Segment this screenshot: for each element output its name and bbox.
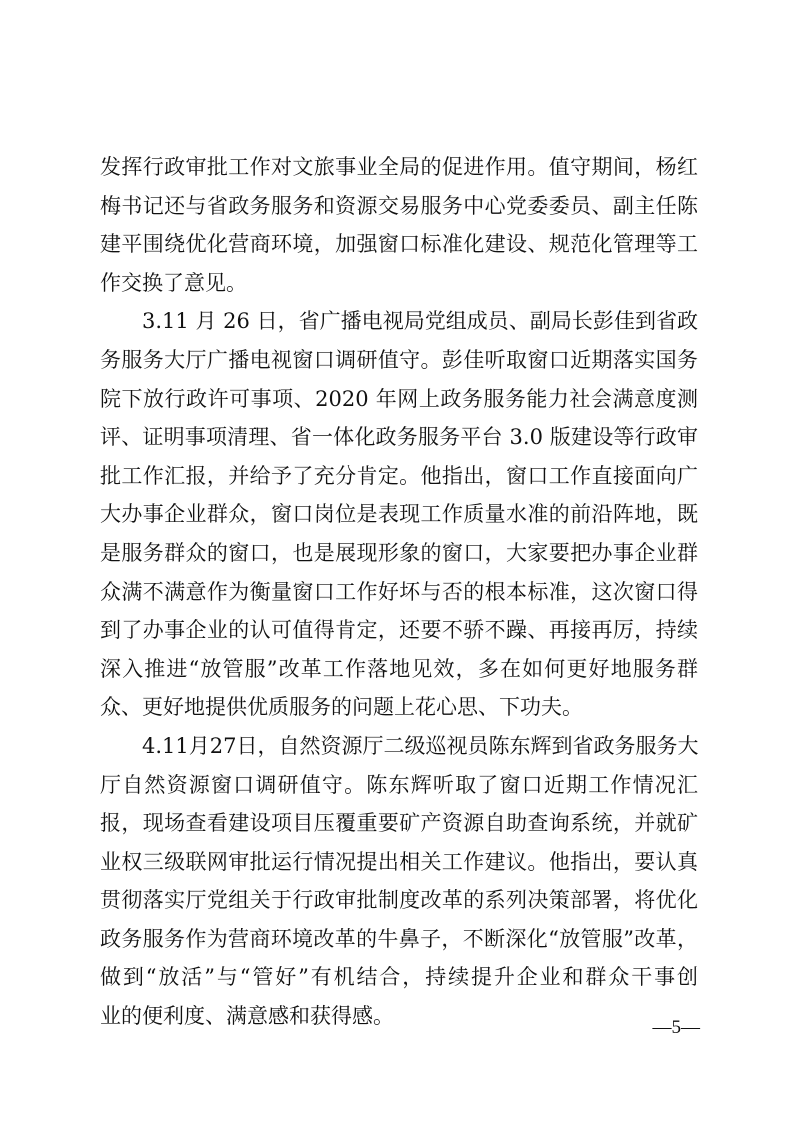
text-line: 深入推进“放管服”改革工作落地见效，多在如何更好地服务群 — [100, 656, 698, 681]
text-line: 务服务大厅广播电视窗口调研值守。彭佳听取窗口近期落实国务 — [100, 347, 698, 372]
text-line: 发挥行政审批工作对文旅事业全局的促进作用。值守期间，杨红 — [100, 155, 698, 179]
text-line: 报，现场查看建设项目压覆重要矿产资源自助查询系统，并就矿 — [100, 811, 698, 836]
text-line: 大办事企业群众，窗口岗位是表现工作质量水准的前沿阵地，既 — [100, 502, 698, 527]
text-line: 4.11月27日，自然资源厅二级巡视员陈东辉到省政务服务大 — [142, 733, 699, 758]
text-line: 厅自然资源窗口调研值守。陈东辉听取了窗口近期工作情况汇 — [100, 772, 698, 797]
text-line: 业权三级联网审批运行情况提出相关工作建议。他指出，要认真 — [100, 849, 698, 874]
page-number: —5— — [652, 1017, 700, 1038]
text-line: 3.11 月 26 日，省广播电视局党组成员、副局长彭佳到省政 — [142, 309, 698, 334]
text-line: 贯彻落实厅党组关于行政审批制度改革的系列决策部署，将优化 — [100, 888, 698, 913]
text-line: 众、更好地提供优质服务的问题上花心思、下功夫。 — [100, 695, 583, 720]
text-line: 众满不满意作为衡量窗口工作好坏与否的根本标准，这次窗口得 — [100, 579, 698, 604]
text-line: 梅书记还与省政务服务和资源交易服务中心党委委员、副主任陈 — [100, 193, 698, 218]
text-line: 做到“放活”与“管好”有机结合，持续提升企业和群众干事创 — [100, 965, 698, 990]
text-line: 作交换了意见。 — [100, 270, 247, 295]
text-line: 到了办事企业的认可值得肯定，还要不骄不躁、再接再厉，持续 — [100, 618, 698, 643]
text-line: 批工作汇报，并给予了充分肯定。他指出，窗口工作直接面向广 — [100, 463, 698, 488]
text-line: 建平围绕优化营商环境，加强窗口标准化建设、规范化管理等工 — [100, 232, 698, 257]
text-line: 院下放行政许可事项、2020 年网上政务服务能力社会满意度测 — [100, 386, 698, 411]
body-text — [100, 148, 698, 1036]
text-line: 是服务群众的窗口，也是展现形象的窗口，大家要把办事企业群 — [100, 540, 698, 565]
text-line: 评、证明事项清理、省一体化政务服务平台 3.0 版建设等行政审 — [100, 425, 698, 450]
text-line: 业的便利度、满意感和获得感。 — [100, 1004, 394, 1029]
text-line: 政务服务作为营商环境改革的牛鼻子，不断深化“放管服”改革， — [100, 926, 698, 951]
